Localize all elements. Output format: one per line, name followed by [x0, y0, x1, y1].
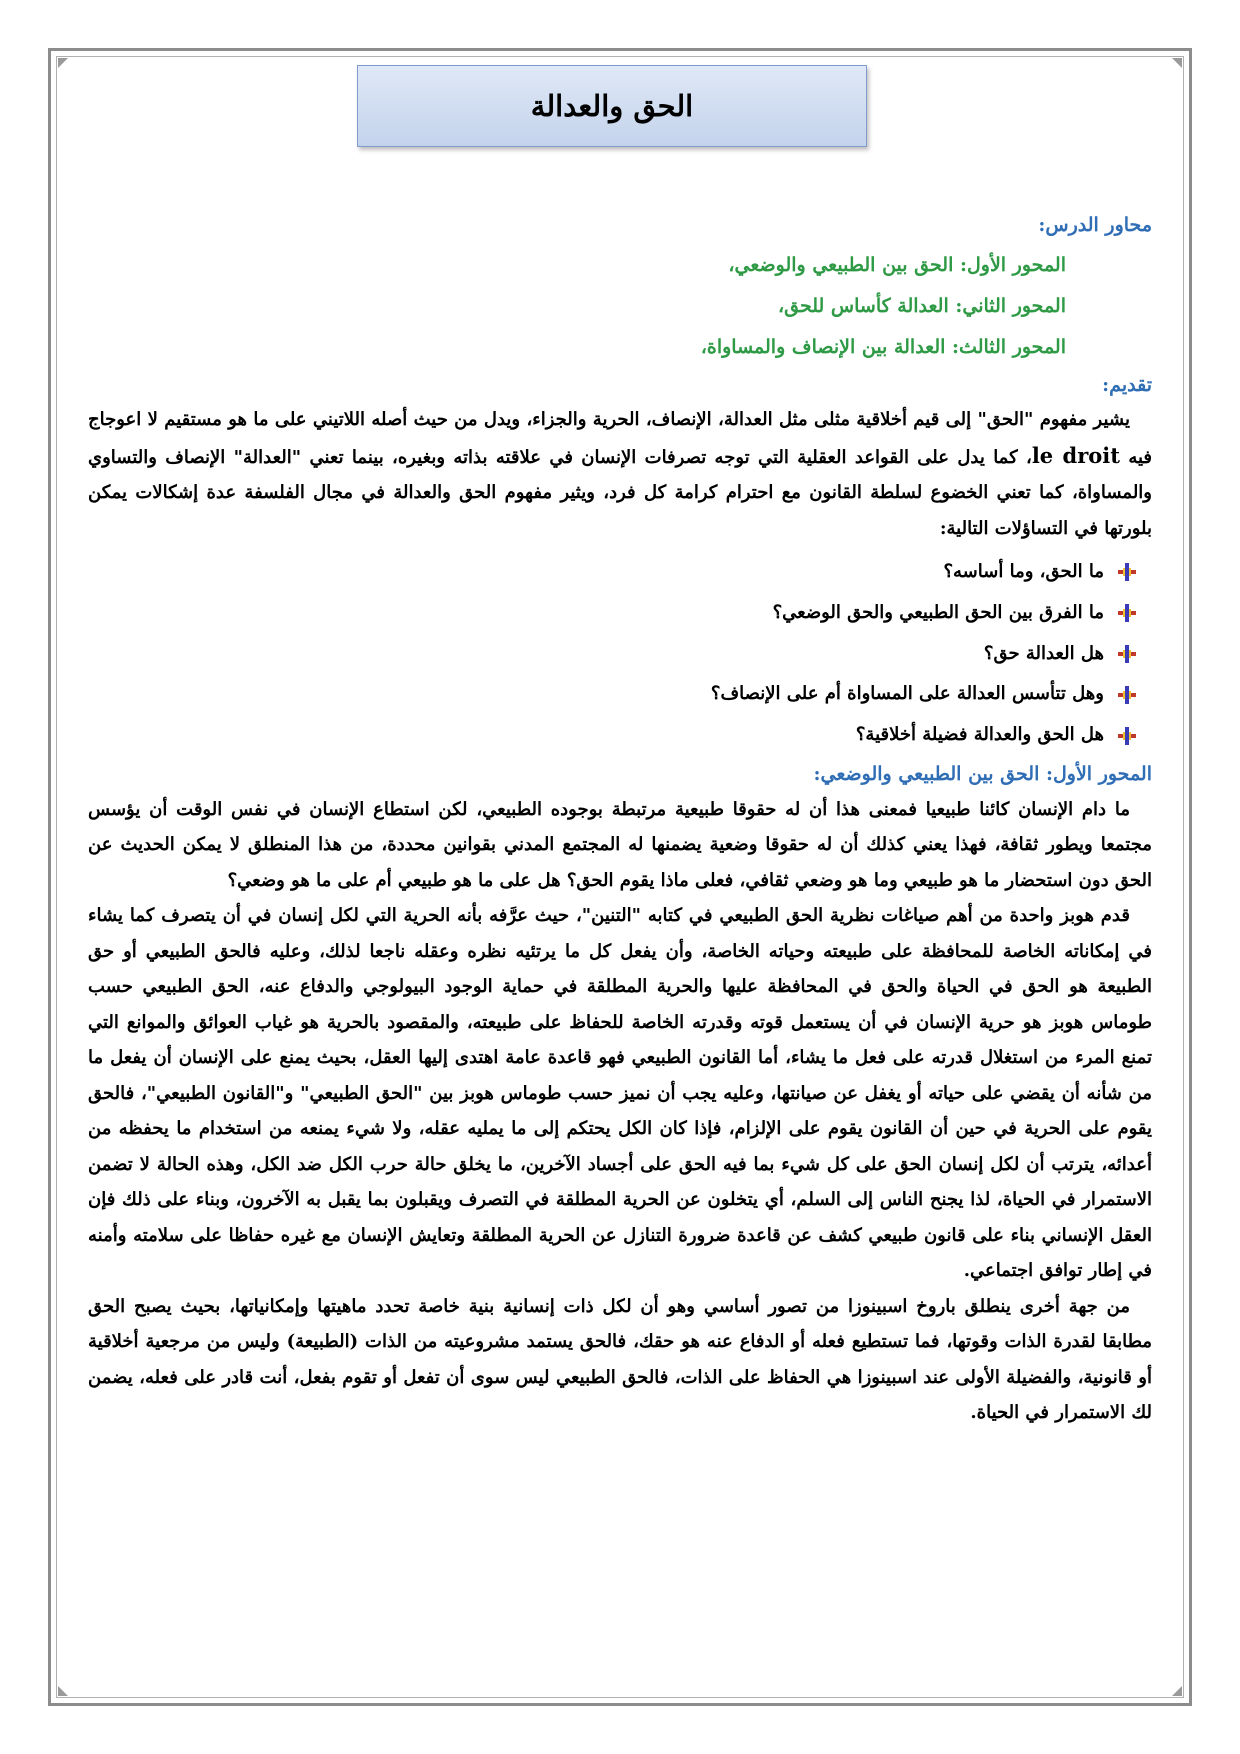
cross-bullet-icon [1116, 684, 1138, 706]
document-body [88, 205, 1152, 1431]
cross-bullet-icon [1116, 561, 1138, 583]
axis-item-2: المحور الثاني: العدالة كأساس للحق، [777, 295, 1066, 317]
axes-heading: محاور الدرس: [1038, 214, 1152, 236]
section1-paragraph-2: قدم هوبز واحدة من أهم صياغات نظرية الحق الطبيعي في كتابه "التنين"، حيث عرَّفه بأنه الحرية التي لكل إنسان في أن يتصرف كما يشاء في إمكاناته الخاصة للمحافظة على طبيعته وحياته الخاصة، وأن يفعل كل ما يرتئيه نظره وعقله ناجعا لذلك، وعليه فالحق الطبيعي أو حق الطبيعة هو الحق في الحياة والحق في المحافظة عليها والحرية المطلقة في حماية الوجود البيولوجي والدفاع عنه، الحق الطبيعي حسب طوماس هوبز هو حرية الإنسان في أن يستعمل قوته وقدرته الخاصة للحفاظ على طبيعته، والمقصود بالحرية هو غياب العوائق والموانع التي تمنع المرء من استغلال قدرته على فعل ما يشاء، أما القانون الطبيعي فهو قاعدة عامة اهتدى إليها العقل، بحيث يمنع على الإنسان أن يفعل ما من شأنه أن يقضي على حياته أو يغفل عن صيانتها، وعليه يجب أن نميز حسب طوماس هوبز بين "الحق الطبيعي" و"القانون الطبيعي"، فالحق يقوم على الحرية في حين أن القانون يقوم على الإلزام، فإذا كان الكل يحتكم إلى ما يمليه عقله، ولا شيء يمنعه من استخدام ما يحفظه من أعدائه، يترتب أن لكل إنسان الحق على كل شيء بما فيه الحق على أجساد الآخرين، ما يخلق حالة حرب الكل ضد الكل، وهذه الحالة لا تضمن الاستمرار في الحياة، لذا يجنح الناس إلى السلم، أي يتخلون عن الحرية المطلقة في التصرف ويقبلون بما يقبل به الآخرون، وبناء على ذلك فإن العقل الإنساني بناء على قانون طبيعي كشف عن قاعدة ضرورة التنازل عن الحرية المطلقة وتعايش الإنسان مع غيره حفاظا على سلامته وأمنه في إطار توافق اجتماعي. [88, 905, 1153, 1282]
section1-paragraph-3: من جهة أخرى ينطلق باروخ اسبينوزا من تصور أساسي وهو أن لكل ذات إنسانية بنية خاصة تحدد ماهيتها وإمكانياتها، بحيث يصبح الحق مطابقا لقدرة الذات وقوتها، فما تستطيع فعله أو الدفاع عنه هو حقك، فالحق يستمد مشروعيته من الذات (الطبيعة) وليس من مرجعية أخلاقية أو قانونية، والفضيلة الأولى عند اسبينوزا هي الحفاظ على الذات، فالحق الطبيعي ليس سوى أن تفعل أو تقوم بفعل، أنت قادر على فعله، يضمن لك الاستمرار في الحياة. [88, 1295, 1152, 1424]
cross-bullet-icon [1116, 602, 1138, 624]
corner-ornament-top-right [1172, 58, 1182, 68]
axis-item-3: المحور الثالث: العدالة بين الإنصاف والمساواة، [700, 336, 1066, 358]
axis-item-1: المحور الأول: الحق بين الطبيعي والوضعي، [728, 254, 1066, 276]
page-title: الحق والعدالة [530, 89, 694, 123]
question-item: ما الفرق بين الحق الطبيعي والحق الوضعي؟ [88, 593, 1152, 634]
corner-ornament-bottom-left [58, 1686, 68, 1696]
title-box [357, 65, 867, 147]
question-item: وهل تتأسس العدالة على المساواة أم على الإنصاف؟ [88, 674, 1152, 715]
section1-paragraph-1: ما دام الإنسان كائنا طبيعيا فمعنى هذا أن له حقوقا طبيعية مرتبطة بوجوده الطبيعي، لكن استطاع الإنسان في نفس الوقت أن يؤسس مجتمعا ويطور ثقافة، فهذا يعني كذلك أن له حقوقا وضعية يضمنها له المجتمع المدني بقوانين محددة، من هذا المنطلق لا يمكن الحديث عن الحق دون استحضار ما هو طبيعي وما هو وضعي ثقافي، فعلى ماذا يقوم الحق؟ هل على ما هو طبيعي أم على ما هو وضعي؟ [88, 798, 1152, 891]
corner-ornament-bottom-right [1172, 1686, 1182, 1696]
question-item: هل العدالة حق؟ [88, 634, 1152, 675]
section1-heading: المحور الأول: الحق بين الطبيعي والوضعي: [813, 762, 1152, 785]
cross-bullet-icon [1116, 725, 1138, 747]
intro-text-part1: يشير مفهوم "الحق" إلى قيم أخلاقية مثلى مثل العدالة، الإنصاف، الحرية والجزاء، ويدل من حيث أصله اللاتيني على ما هو مستقيم لا اعوجاج فيه [88, 409, 1152, 468]
question-item: ما الحق، وما أساسه؟ [88, 552, 1152, 593]
questions-list [88, 552, 1152, 756]
intro-text-part2: ، كما يدل على القواعد العقلية التي توجه تصرفات الإنسان في علاقته بذاته وبغيره، بينما تعني "العدالة" الإنصاف والتساوي والمساواة، كما تعني الخضوع لسلطة القانون مع احترام كرامة كل فرد، ويثير مفهوم الحق والعدالة في مجال الفلسفة عدة إشكالات يمكن بلورتها في التساؤلات التالية: [88, 446, 1152, 539]
intro-heading: تقديم: [1102, 374, 1152, 396]
question-item: هل الحق والعدالة فضيلة أخلاقية؟ [88, 715, 1152, 756]
intro-latin-term: le droit [1031, 442, 1120, 468]
cross-bullet-icon [1116, 643, 1138, 665]
intro-paragraph [88, 402, 1152, 546]
corner-ornament-top-left [58, 58, 68, 68]
